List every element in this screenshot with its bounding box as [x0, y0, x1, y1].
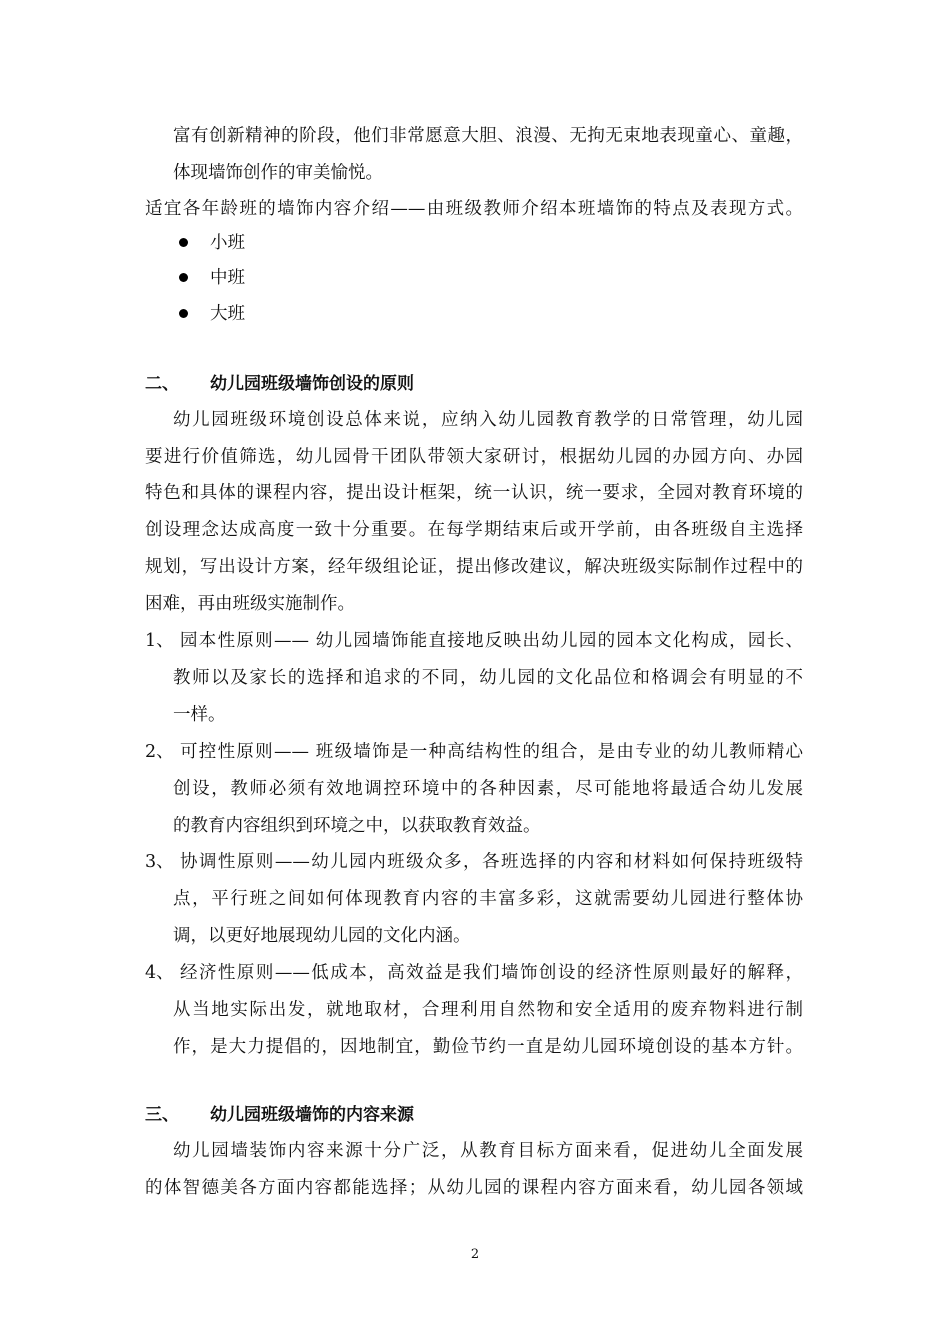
paragraph-line: 的体智德美各方面内容都能选择；从幼儿园的课程内容方面来看，幼儿园各领域	[145, 1178, 803, 1198]
item-line: 点，平行班之间如何体现教育内容的丰富多彩，这就需要幼儿园进行整体协	[173, 889, 803, 909]
item-line: 的教育内容组织到环境之中，以获取教育效益。	[173, 816, 541, 836]
paragraph-line: 幼儿园班级环境创设总体来说，应纳入幼儿园教育教学的日常管理，幼儿园	[173, 410, 803, 430]
paragraph-line: 特色和具体的课程内容，提出设计框架，统一认识，统一要求，全园对教育环境的	[145, 483, 803, 503]
item-line: 从当地实际出发，就地取材，合理利用自然物和安全适用的废弃物料进行制	[173, 1000, 803, 1020]
section-title: 幼儿园班级墙饰的内容来源	[210, 1105, 414, 1125]
bullet-label: 大班	[210, 304, 245, 324]
item-number: 4、	[145, 963, 174, 983]
intro-line-2: 体现墙饰创作的审美愉悦。	[173, 163, 383, 183]
section-title: 幼儿园班级墙饰创设的原则	[210, 374, 414, 394]
item-line: 调，以更好地展现幼儿园的文化内涵。	[173, 926, 471, 946]
bullet-dot	[179, 238, 188, 247]
item-line: 教师以及家长的选择和追求的不同，幼儿园的文化品位和格调会有明显的不	[173, 668, 803, 688]
bullet-label: 小班	[210, 233, 245, 253]
paragraph-line: 创设理念达成高度一致十分重要。在每学期结束后或开学前，由各班级自主选择	[145, 520, 803, 540]
item-line: 创设，教师必须有效地调控环境中的各种因素，尽可能地将最适合幼儿发展	[173, 779, 803, 799]
page-number: 2	[470, 1247, 480, 1262]
bullet-label: 中班	[210, 268, 245, 288]
item-line: 一样。	[173, 705, 226, 725]
paragraph-line: 要进行价值筛选，幼儿园骨干团队带领大家研讨，根据幼儿园的办园方向、办园	[145, 447, 803, 467]
item-number: 2、	[145, 742, 174, 762]
paragraph-line: 规划，写出设计方案，经年级组论证，提出修改建议，解决班级实际制作过程中的	[145, 557, 803, 577]
item-number: 1、	[145, 631, 174, 651]
section-number: 二、	[145, 374, 179, 394]
item-line: 可控性原则—— 班级墙饰是一种高结构性的组合，是由专业的幼儿教师精心	[180, 742, 803, 762]
item-line: 作，是大力提倡的，因地制宜，勤俭节约一直是幼儿园环境创设的基本方针。	[173, 1037, 803, 1057]
intro-line-1: 富有创新精神的阶段，他们非常愿意大胆、浪漫、无拘无束地表现童心、童趣，	[173, 126, 803, 146]
item-line: 园本性原则—— 幼儿园墙饰能直接地反映出幼儿园的园本文化构成，园长、	[180, 631, 803, 651]
paragraph-line: 幼儿园墙装饰内容来源十分广泛，从教育目标方面来看，促进幼儿全面发展	[173, 1141, 803, 1161]
section-number: 三、	[145, 1105, 179, 1125]
bullet-dot	[179, 273, 188, 282]
item-line: 协调性原则——幼儿园内班级众多，各班选择的内容和材料如何保持班级特	[180, 852, 803, 872]
bullet-dot	[179, 309, 188, 318]
paragraph-line: 困难，再由班级实施制作。	[145, 594, 355, 614]
item-number: 3、	[145, 852, 174, 872]
intro-line-3: 适宜各年龄班的墙饰内容介绍——由班级教师介绍本班墙饰的特点及表现方式。	[145, 199, 803, 219]
item-line: 经济性原则——低成本，高效益是我们墙饰创设的经济性原则最好的解释，	[180, 963, 803, 983]
